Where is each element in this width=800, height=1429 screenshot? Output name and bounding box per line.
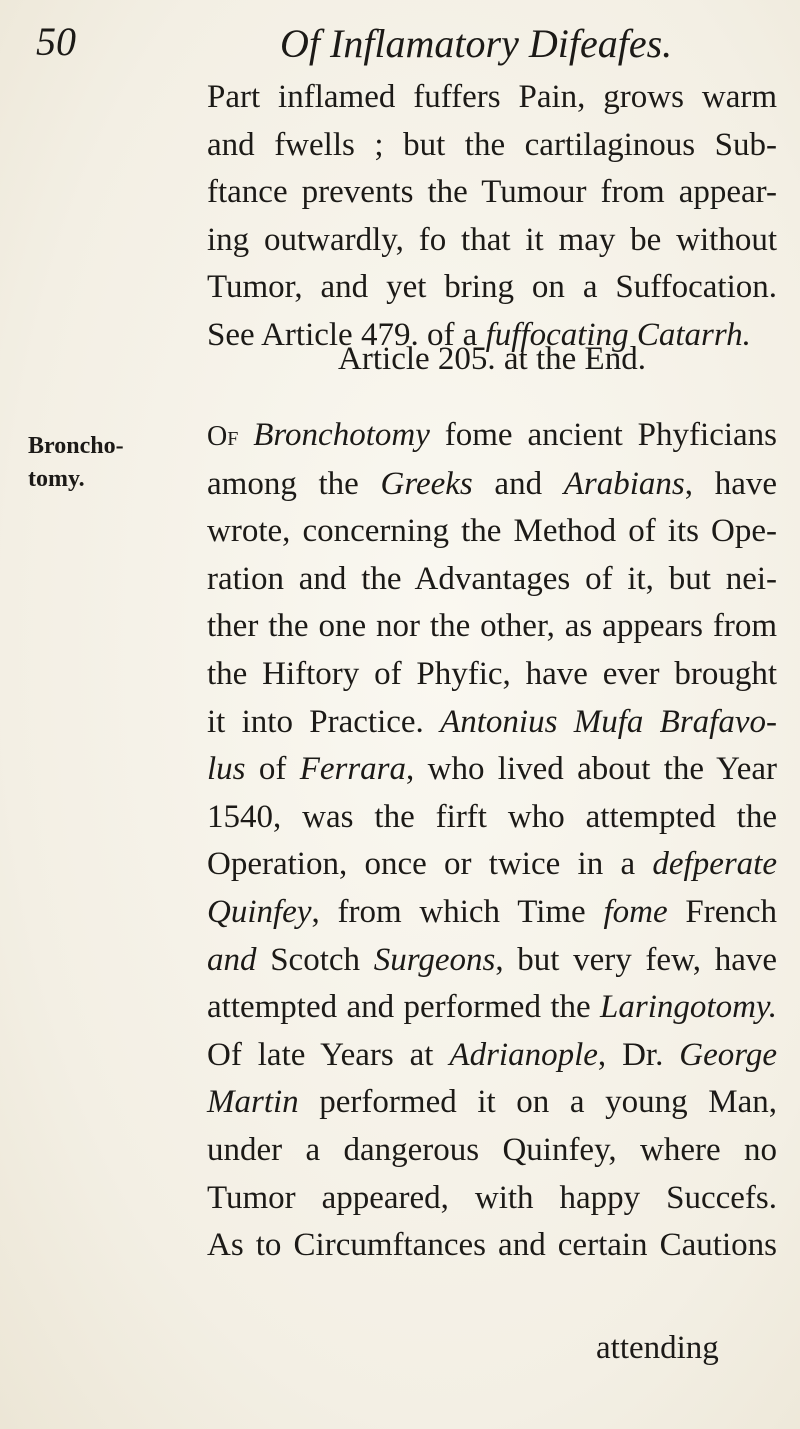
text-line: ration and the Advantages of it, but nei- bbox=[207, 560, 777, 597]
text-run: of bbox=[245, 751, 300, 788]
text-line bbox=[207, 984, 777, 1032]
text-run: , have bbox=[684, 465, 777, 502]
text-run: it into Practice. bbox=[207, 703, 441, 740]
text-run: fome ancient Phyficians bbox=[429, 417, 777, 453]
paragraph-2 bbox=[207, 412, 777, 1270]
text-run-italic: Surgeons bbox=[373, 941, 496, 978]
initial-words: Of bbox=[207, 421, 239, 452]
text-run-italic: Adrianople bbox=[449, 1036, 598, 1073]
text-run-italic: fuffocating Catarrh. bbox=[485, 316, 751, 353]
text-line: ing outwardly, fo that it may be without bbox=[207, 221, 777, 258]
text-run: , from which Time bbox=[311, 893, 604, 930]
text-line: the Hiftory of Phyfic, have ever brought bbox=[207, 655, 777, 692]
text-run: among the bbox=[207, 465, 381, 502]
catchword: attending bbox=[596, 1330, 719, 1366]
text-line: Tumor appeared, with happy Succefs. bbox=[207, 1179, 777, 1216]
text-run-italic: Quinfey bbox=[207, 893, 312, 930]
text-line: Article 205. at the End. bbox=[338, 341, 646, 377]
text-run-italic: defperate bbox=[652, 846, 777, 883]
text-line: As to Circumftances and certain Cautions bbox=[207, 1227, 777, 1264]
text-run: and bbox=[472, 465, 564, 502]
centered-reference bbox=[207, 336, 777, 384]
text-run-italic: Arabians bbox=[563, 465, 685, 502]
text-line bbox=[207, 461, 777, 509]
text-run: , Dr. bbox=[597, 1036, 680, 1073]
text-line: ftance prevents the Tumour from appear- bbox=[207, 174, 777, 211]
text-run-italic: Martin bbox=[207, 1084, 299, 1121]
margin-note-line: tomy. bbox=[28, 466, 85, 492]
text-run-italic: Greeks bbox=[380, 465, 473, 502]
text-run-italic: George bbox=[679, 1036, 777, 1073]
margin-note-line: Broncho- bbox=[28, 433, 124, 459]
text-run: Of late Years at bbox=[207, 1036, 450, 1073]
text-run: French bbox=[667, 893, 777, 930]
text-line: and fwells ; but the cartilaginous Sub- bbox=[207, 126, 777, 163]
text-line: wrote, concerning the Method of its Ope- bbox=[207, 513, 777, 550]
text-run: , who lived about the Year bbox=[406, 751, 777, 788]
text-run: Scotch bbox=[256, 941, 374, 978]
text-run: See Article 479. of a bbox=[207, 316, 486, 353]
text-run-italic: Ferrara bbox=[299, 751, 407, 788]
text-run: , but very few, have bbox=[495, 941, 777, 978]
text-run-italic: Laringotomy. bbox=[600, 989, 777, 1026]
text-line: ther the one nor the other, as appears from bbox=[207, 608, 777, 645]
text-line: Part inflamed fuffers Pain, grows warm bbox=[207, 79, 777, 115]
text-line bbox=[207, 1079, 777, 1127]
text-line: Tumor, and yet bring on a Suffocation. bbox=[207, 269, 777, 306]
margin-note bbox=[28, 430, 124, 496]
text-run-italic: Bronchotomy bbox=[253, 417, 430, 453]
text-run: Operation, once or twice in a bbox=[207, 846, 653, 883]
page-number: 50 bbox=[36, 19, 76, 64]
text-line bbox=[207, 1032, 777, 1080]
text-line bbox=[207, 412, 777, 461]
text-line bbox=[207, 937, 777, 985]
text-run: attempted and performed the bbox=[207, 989, 601, 1026]
text-line bbox=[207, 699, 777, 747]
paragraph-1 bbox=[207, 74, 777, 360]
text-run-italic: fome bbox=[603, 893, 668, 930]
text-line bbox=[207, 746, 777, 794]
text-run-italic: and bbox=[207, 941, 257, 978]
running-title: Of Inflamatory Difeafes. bbox=[280, 21, 673, 66]
text-line bbox=[207, 841, 777, 889]
text-line: 1540, was the firft who attempted the bbox=[207, 798, 777, 835]
text-line bbox=[207, 889, 777, 937]
text-line: under a dangerous Quinfey, where no bbox=[207, 1131, 777, 1168]
text-run-italic: lus bbox=[207, 751, 246, 788]
text-run-italic: Antonius Mufa Brafavo- bbox=[440, 703, 777, 740]
text-run: performed it on a young Man, bbox=[298, 1084, 777, 1121]
